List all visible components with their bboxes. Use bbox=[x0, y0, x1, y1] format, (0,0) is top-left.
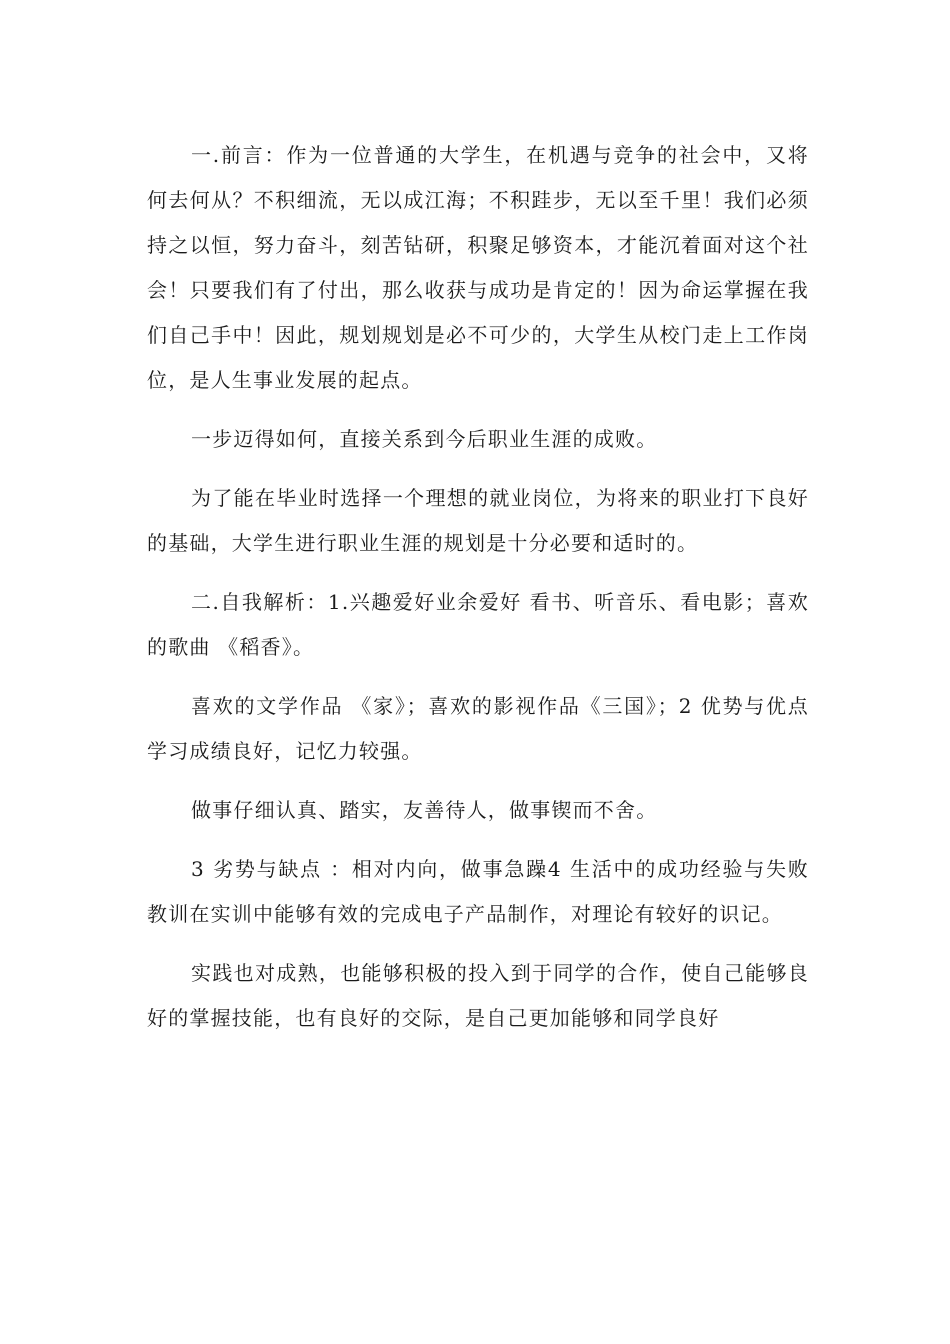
paragraph-self-analysis: 二.自我解析：1.兴趣爱好业余爱好 看书、听音乐、看电影；喜欢的歌曲 《稻香》。 bbox=[147, 590, 809, 659]
paragraph-favorites-strengths: 喜欢的文学作品 《家》；喜欢的影视作品《三国》；2 优势与优点学习成绩良好，记忆力较强。 bbox=[147, 694, 809, 763]
paragraph-first-step: 一步迈得如何，直接关系到今后职业生涯的成败。 bbox=[191, 427, 658, 451]
document-body bbox=[147, 133, 809, 1055]
paragraph-practice: 实践也对成熟，也能够积极的投入到于同学的合作，使自己能够良好的掌握技能，也有良好的交际，是自己更加能够和同学良好 bbox=[147, 961, 809, 1030]
paragraph-preface: 一.前言：作为一位普通的大学生，在机遇与竞争的社会中，又将何去何从？不积细流，无以成江海；不积跬步，无以至千里！我们必须持之以恒，努力奋斗，刻苦钻研，积聚足够资本，才能沉着面对这个社会！只要我们有了付出，那么收获与成功是肯定的！因为命运掌握在我们自己手中！因此，规划规划是必不可少的，大学生从校门走上工作岗位，是人生事业发展的起点。 bbox=[147, 143, 809, 392]
paragraph-work-attitude: 做事仔细认真、踏实，友善待人，做事锲而不舍。 bbox=[191, 798, 658, 822]
paragraph-graduation-goal: 为了能在毕业时选择一个理想的就业岗位，为将来的职业打下良好的基础，大学生进行职业生涯的规划是十分必要和适时的。 bbox=[147, 486, 809, 555]
paragraph-weaknesses-experience: 3 劣势与缺点 ：相对内向，做事急躁4 生活中的成功经验与失败教训在实训中能够有效的完成电子产品制作，对理论有较好的识记。 bbox=[147, 857, 809, 926]
